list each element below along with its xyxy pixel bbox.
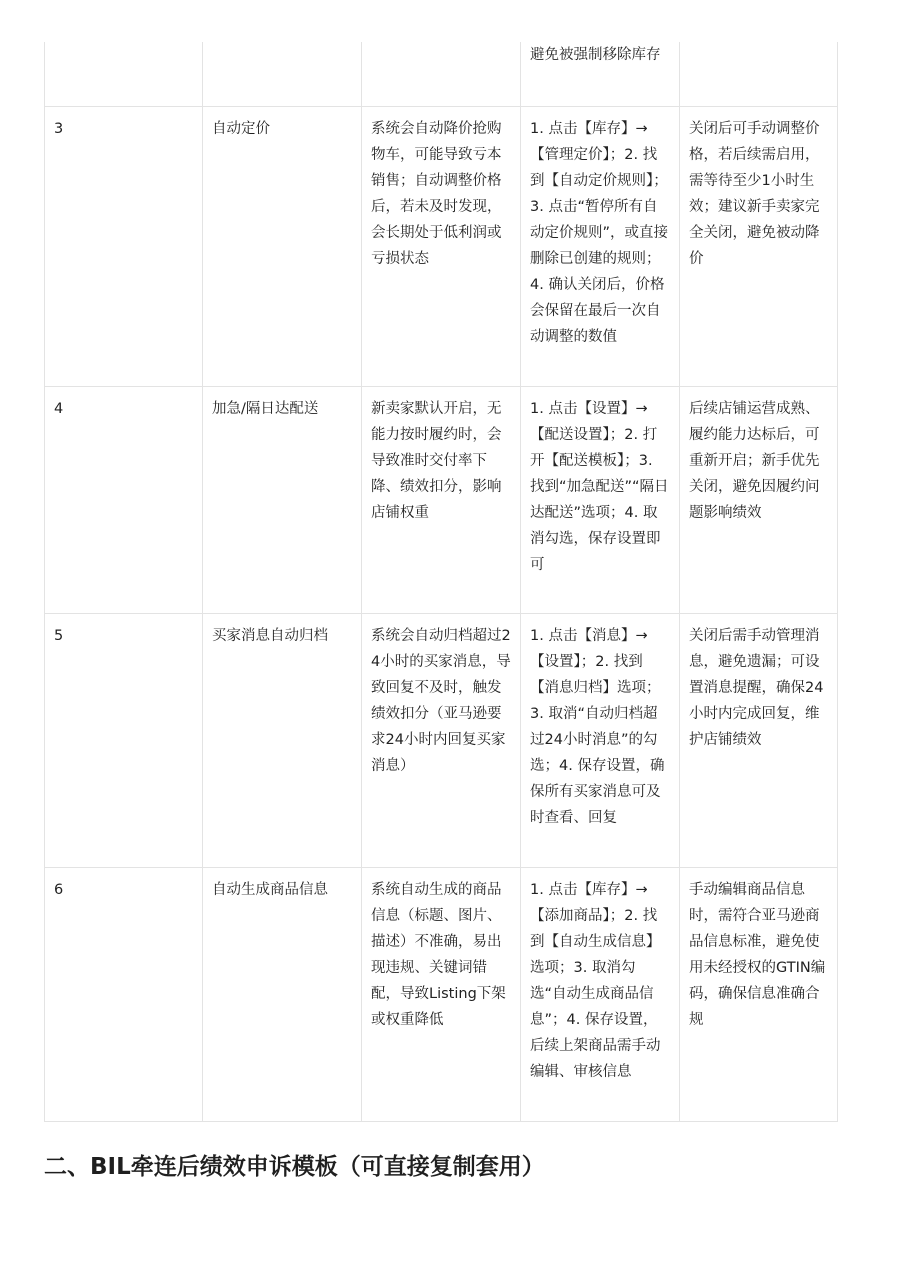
table-row [45, 42, 838, 106]
cell-steps: 1. 点击【库存】→【添加商品】；2. 找到【自动生成信息】选项；3. 取消勾选“自动生成商品信息”；4. 保存设置，后续上架商品需手动编辑、审核信息 [521, 867, 680, 1121]
cell-note [680, 42, 838, 106]
cell-risk: 新卖家默认开启，无能力按时履约时，会导致准时交付率下降、绩效扣分，影响店铺权重 [362, 386, 521, 613]
cell-setting: 自动生成商品信息 [203, 867, 362, 1121]
table-row [45, 386, 838, 613]
cell-steps: 1. 点击【设置】→【配送设置】；2. 打开【配送模板】；3. 找到“加急配送”“隔日达配送”选项；4. 取消勾选，保存设置即可 [521, 386, 680, 613]
cell-risk: 系统自动生成的商品信息（标题、图片、描述）不准确，易出现违规、关键词错配，导致Listing下架或权重降低 [362, 867, 521, 1121]
cell-note: 后续店铺运营成熟、履约能力达标后，可重新开启；新手优先关闭，避免因履约问题影响绩效 [680, 386, 838, 613]
cell-number: 4 [45, 386, 203, 613]
cell-number: 6 [45, 867, 203, 1121]
cell-steps: 1. 点击【消息】→【设置】；2. 找到【消息归档】选项；3. 取消“自动归档超过24小时消息”的勾选；4. 保存设置，确保所有买家消息可及时查看、回复 [521, 613, 680, 867]
cell-risk: 系统会自动降价抢购物车，可能导致亏本销售；自动调整价格后，若未及时发现，会长期处于低利润或亏损状态 [362, 106, 521, 386]
cell-risk [362, 42, 521, 106]
cell-steps: 避免被强制移除库存 [521, 42, 680, 106]
cell-note: 手动编辑商品信息时，需符合亚马逊商品信息标准，避免使用未经授权的GTIN编码，确保信息准确合规 [680, 867, 838, 1121]
cell-risk: 系统会自动归档超过24小时的买家消息，导致回复不及时，触发绩效扣分（亚马逊要求24小时内回复买家消息） [362, 613, 521, 867]
cell-setting: 自动定价 [203, 106, 362, 386]
settings-table [44, 42, 838, 1122]
cell-number: 5 [45, 613, 203, 867]
table-row [45, 867, 838, 1121]
cell-number [45, 42, 203, 106]
cell-note: 关闭后需手动管理消息，避免遗漏；可设置消息提醒，确保24小时内完成回复，维护店铺绩效 [680, 613, 838, 867]
table-row [45, 613, 838, 867]
cell-setting [203, 42, 362, 106]
cell-setting: 买家消息自动归档 [203, 613, 362, 867]
cell-setting: 加急/隔日达配送 [203, 386, 362, 613]
section-heading: 二、BIL牵连后绩效申诉模板（可直接复制套用） [44, 1154, 545, 1180]
cell-note: 关闭后可手动调整价格，若后续需启用，需等待至少1小时生效；建议新手卖家完全关闭，避免被动降价 [680, 106, 838, 386]
cell-steps: 1. 点击【库存】→【管理定价】；2. 找到【自动定价规则】；3. 点击“暂停所有自动定价规则”，或直接删除已创建的规则；4. 确认关闭后，价格会保留在最后一次自动调整的数值 [521, 106, 680, 386]
cell-number: 3 [45, 106, 203, 386]
table-row [45, 106, 838, 386]
